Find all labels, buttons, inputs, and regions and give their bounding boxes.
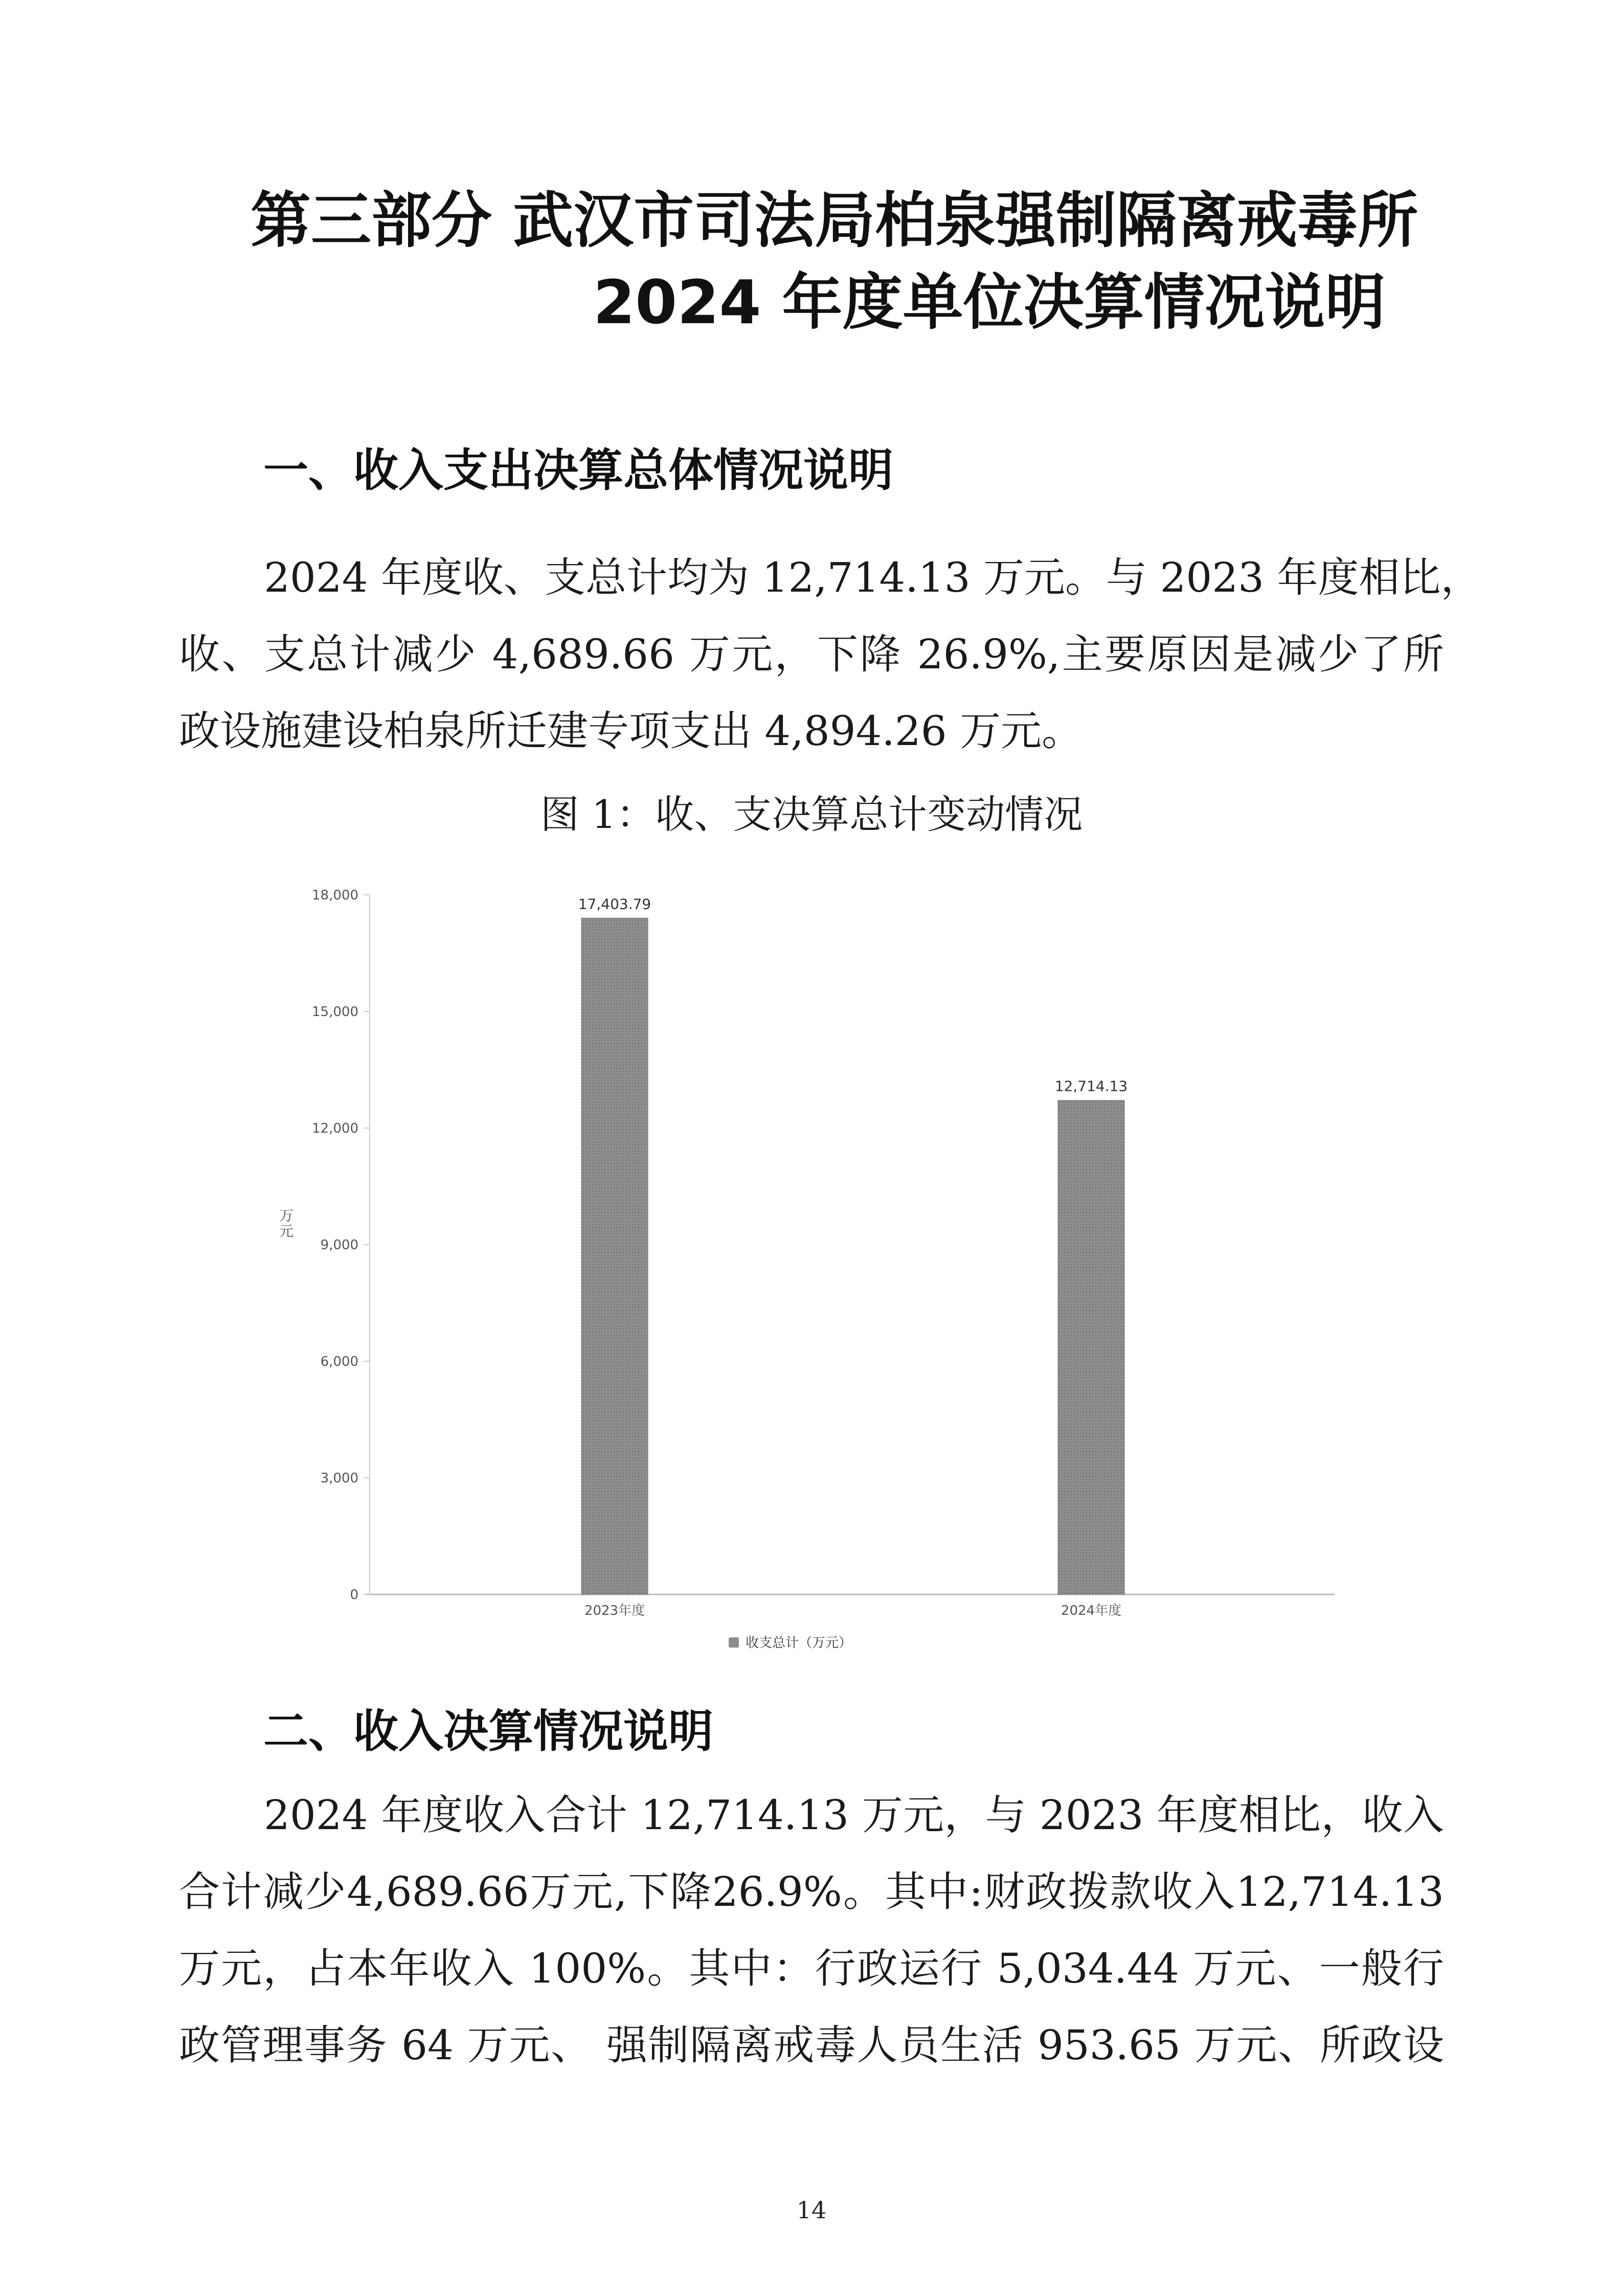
- paragraph-line: 2024 年度收入合计 12,714.13 万元，与 2023 年度相比，收入: [264, 1791, 1444, 1839]
- legend-label: 收支总计（万元）: [746, 1635, 852, 1651]
- paragraph-line: 万元，占本年收入 100%。其中：行政运行 5,034.44 万元、一般行: [179, 1945, 1444, 1992]
- paragraph-line: 合计减少4,689.66万元,下降26.9%。其中:财政拨款收入12,714.13: [179, 1868, 1444, 1916]
- y-tick-label: 3,000: [320, 1471, 358, 1486]
- paragraph-line: 收、支总计减少 4,689.66 万元，下降 26.9%,主要原因是减少了所: [179, 631, 1444, 678]
- y-tick-label: 18,000: [312, 888, 358, 903]
- y-axis-label-char: 元: [279, 1223, 294, 1240]
- paragraph-line: 政设施建设柏泉所迁建专项支出 4,894.26 万元。: [179, 707, 1083, 755]
- bar-data-label: 12,714.13: [1054, 1077, 1128, 1095]
- paragraph-line: 政管理事务 64 万元、 强制隔离戒毒人员生活 953.65 万元、所政设: [179, 2021, 1444, 2069]
- y-tick-label: 0: [350, 1587, 358, 1603]
- bar: [581, 918, 648, 1594]
- section1-heading: 一、收入支出决算总体情况说明: [263, 444, 894, 497]
- legend-swatch: [729, 1637, 739, 1648]
- y-tick-label: 15,000: [312, 1004, 358, 1020]
- document-title-line1: 第三部分 武汉市司法局柏泉强制隔离戒毒所: [251, 185, 1418, 256]
- paragraph-line: 2024 年度收、支总计均为 12,714.13 万元。与 2023 年度相比，: [264, 554, 1482, 601]
- bar-data-label: 17,403.79: [578, 895, 651, 913]
- bar: [1058, 1100, 1124, 1594]
- page-number: 14: [796, 2196, 827, 2224]
- y-tick-label: 12,000: [312, 1121, 358, 1136]
- x-tick-label: 2024年度: [1061, 1603, 1122, 1618]
- figure-caption: 图 1：收、支决算总计变动情况: [540, 792, 1083, 837]
- x-tick-label: 2023年度: [584, 1603, 645, 1618]
- document-title-line2: 2024 年度单位决算情况说明: [593, 267, 1386, 337]
- bar-chart: [266, 864, 1376, 1662]
- y-tick-label: 6,000: [320, 1354, 358, 1369]
- section2-heading: 二、收入决算情况说明: [263, 1705, 714, 1758]
- y-axis-label-char: 万: [279, 1207, 294, 1224]
- y-tick-label: 9,000: [320, 1237, 358, 1253]
